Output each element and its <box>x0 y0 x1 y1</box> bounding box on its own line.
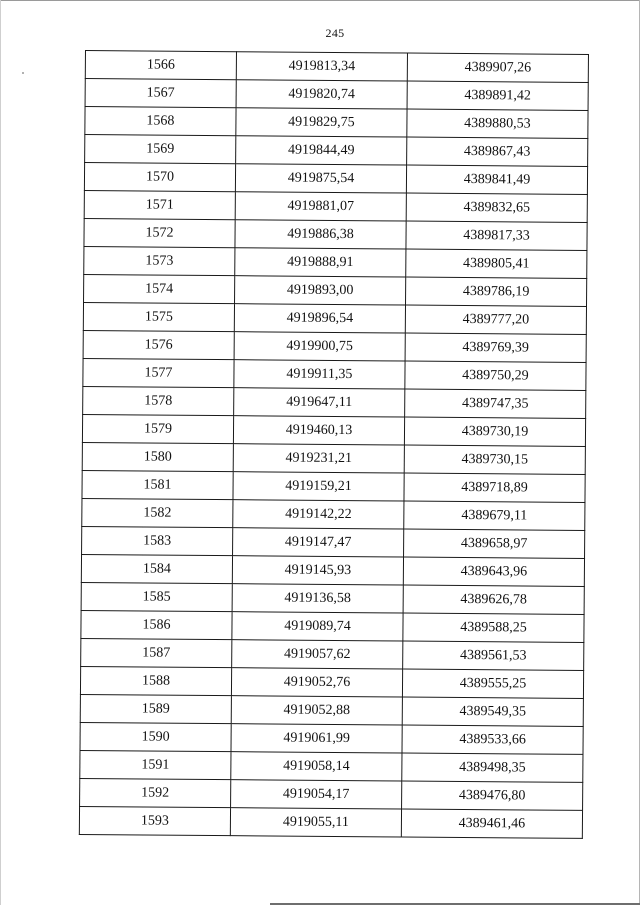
y-coordinate-cell: 4389907,26 <box>407 53 588 82</box>
x-coordinate-cell: 4919231,21 <box>233 444 404 473</box>
point-number-cell: 1584 <box>81 554 232 583</box>
x-coordinate-cell: 4919881,07 <box>235 192 406 221</box>
table-row <box>82 470 585 502</box>
x-coordinate-cell: 4919142,22 <box>233 500 404 529</box>
x-coordinate-cell: 4919829,75 <box>236 108 407 137</box>
x-coordinate-cell: 4919460,13 <box>233 416 404 445</box>
table-row <box>81 610 584 642</box>
point-number-cell: 1569 <box>85 135 236 164</box>
y-coordinate-cell: 4389832,65 <box>406 193 587 222</box>
x-coordinate-cell: 4919136,58 <box>232 584 403 613</box>
page-number: 245 <box>325 26 345 40</box>
y-coordinate-cell: 4389786,19 <box>406 277 587 306</box>
y-coordinate-cell: 4389549,35 <box>402 697 583 726</box>
y-coordinate-cell: 4389817,33 <box>406 221 587 250</box>
point-number-cell: 1573 <box>84 246 235 275</box>
table-row <box>81 582 584 614</box>
point-number-cell: 1576 <box>83 330 234 359</box>
y-coordinate-cell: 4389777,20 <box>405 305 586 334</box>
x-coordinate-cell: 4919054,17 <box>231 780 402 809</box>
x-coordinate-cell: 4919647,11 <box>234 388 405 417</box>
table-row <box>80 750 583 782</box>
table-row <box>82 498 585 530</box>
point-number-cell: 1581 <box>82 470 233 499</box>
point-number-cell: 1572 <box>84 218 235 247</box>
x-coordinate-cell: 4919159,21 <box>233 472 404 501</box>
point-number-cell: 1575 <box>83 302 234 331</box>
x-coordinate-cell: 4919052,88 <box>231 696 402 725</box>
table-row <box>80 666 583 698</box>
y-coordinate-cell: 4389476,80 <box>402 781 583 810</box>
point-number-cell: 1585 <box>81 582 232 611</box>
x-coordinate-cell: 4919147,47 <box>233 528 404 557</box>
y-coordinate-cell: 4389679,11 <box>404 501 585 530</box>
coordinates-table <box>79 50 589 839</box>
x-coordinate-cell: 4919813,34 <box>236 52 407 81</box>
point-number-cell: 1583 <box>82 526 233 555</box>
point-number-cell: 1571 <box>84 190 235 219</box>
y-coordinate-cell: 4389769,39 <box>405 333 586 362</box>
table-row <box>85 135 588 167</box>
point-number-cell: 1566 <box>85 51 236 80</box>
x-coordinate-cell: 4919875,54 <box>235 164 406 193</box>
table-row <box>84 218 587 250</box>
table-row <box>80 694 583 726</box>
point-number-cell: 1579 <box>82 414 233 443</box>
y-coordinate-cell: 4389718,89 <box>404 473 585 502</box>
x-coordinate-cell: 4919911,35 <box>234 360 405 389</box>
point-number-cell: 1577 <box>83 358 234 387</box>
point-number-cell: 1587 <box>81 638 232 667</box>
y-coordinate-cell: 4389658,97 <box>404 529 585 558</box>
table-row <box>85 51 588 83</box>
table-row <box>83 330 586 362</box>
x-coordinate-cell: 4919061,99 <box>231 724 402 753</box>
table-row <box>84 246 587 278</box>
y-coordinate-cell: 4389750,29 <box>405 361 586 390</box>
table-row <box>80 722 583 754</box>
point-number-cell: 1586 <box>81 610 232 639</box>
point-number-cell: 1578 <box>83 386 234 415</box>
scan-edge-top <box>0 0 640 1</box>
scan-speck <box>22 72 24 74</box>
y-coordinate-cell: 4389498,35 <box>402 753 583 782</box>
table-row <box>82 526 585 558</box>
y-coordinate-cell: 4389747,35 <box>405 389 586 418</box>
table-row <box>83 386 586 418</box>
point-number-cell: 1592 <box>80 778 231 807</box>
x-coordinate-cell: 4919145,93 <box>232 556 403 585</box>
table-row <box>81 638 584 670</box>
y-coordinate-cell: 4389805,41 <box>406 249 587 278</box>
scan-edge-left <box>0 0 1 905</box>
point-number-cell: 1582 <box>82 498 233 527</box>
x-coordinate-cell: 4919052,76 <box>231 668 402 697</box>
point-number-cell: 1588 <box>80 666 231 695</box>
table-row <box>85 107 588 139</box>
table-row <box>80 778 583 810</box>
table-row <box>81 554 584 586</box>
y-coordinate-cell: 4389891,42 <box>407 81 588 110</box>
y-coordinate-cell: 4389867,43 <box>407 137 588 166</box>
y-coordinate-cell: 4389880,53 <box>407 109 588 138</box>
x-coordinate-cell: 4919888,91 <box>235 248 406 277</box>
y-coordinate-cell: 4389461,46 <box>401 809 582 838</box>
x-coordinate-cell: 4919844,49 <box>236 136 407 165</box>
table-row <box>84 274 587 306</box>
x-coordinate-cell: 4919896,54 <box>234 304 405 333</box>
y-coordinate-cell: 4389730,19 <box>404 417 585 446</box>
x-coordinate-cell: 4919055,11 <box>230 808 401 837</box>
y-coordinate-cell: 4389643,96 <box>403 557 584 586</box>
point-number-cell: 1567 <box>85 79 236 108</box>
y-coordinate-cell: 4389561,53 <box>403 641 584 670</box>
y-coordinate-cell: 4389730,15 <box>404 445 585 474</box>
point-number-cell: 1570 <box>84 163 235 192</box>
table-row <box>84 163 587 195</box>
point-number-cell: 1591 <box>80 750 231 779</box>
x-coordinate-cell: 4919893,00 <box>235 276 406 305</box>
point-number-cell: 1590 <box>80 722 231 751</box>
x-coordinate-cell: 4919058,14 <box>231 752 402 781</box>
x-coordinate-cell: 4919089,74 <box>232 612 403 641</box>
table-row <box>82 442 585 474</box>
point-number-cell: 1580 <box>82 442 233 471</box>
y-coordinate-cell: 4389588,25 <box>403 613 584 642</box>
y-coordinate-cell: 4389555,25 <box>402 669 583 698</box>
x-coordinate-cell: 4919820,74 <box>236 80 407 109</box>
table-row <box>82 414 585 446</box>
table-row <box>83 302 586 334</box>
y-coordinate-cell: 4389841,49 <box>406 165 587 194</box>
table-row <box>79 806 582 838</box>
coordinates-table-body <box>79 51 588 839</box>
x-coordinate-cell: 4919886,38 <box>235 220 406 249</box>
table-row <box>85 79 588 111</box>
point-number-cell: 1593 <box>79 806 230 835</box>
point-number-cell: 1574 <box>84 274 235 303</box>
y-coordinate-cell: 4389626,78 <box>403 585 584 614</box>
y-coordinate-cell: 4389533,66 <box>402 725 583 754</box>
x-coordinate-cell: 4919057,62 <box>232 640 403 669</box>
point-number-cell: 1568 <box>85 107 236 136</box>
table-row <box>84 190 587 222</box>
table-row <box>83 358 586 390</box>
point-number-cell: 1589 <box>80 694 231 723</box>
x-coordinate-cell: 4919900,75 <box>234 332 405 361</box>
